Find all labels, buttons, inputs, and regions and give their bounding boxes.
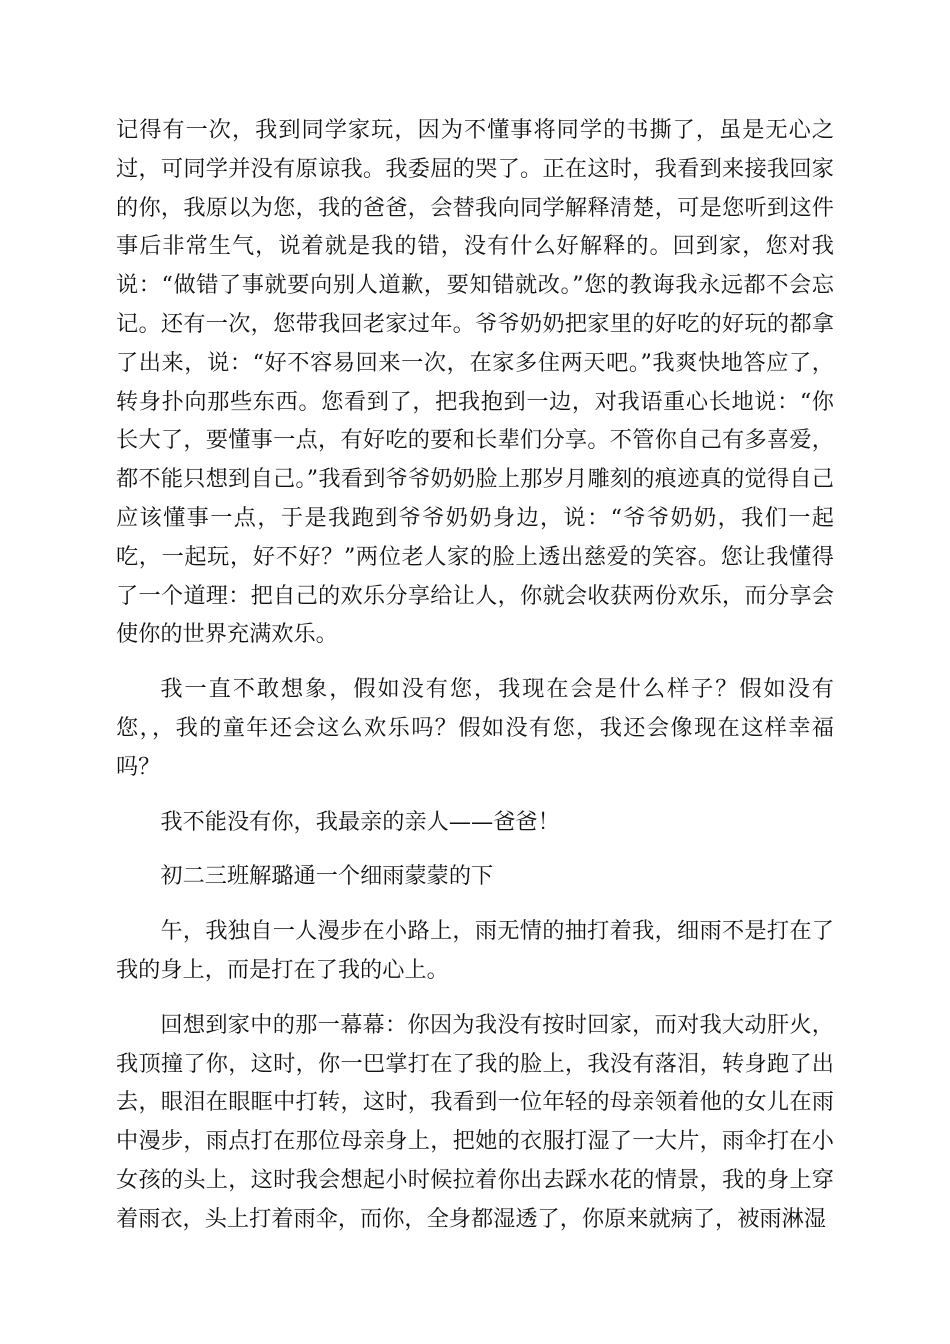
paragraph-6: 回想到家中的那一幕幕：你因为我没有按时回家，而对我大动肝火，我顶撞了你，这时，你一巴掌打在了我的脸上，我没有落泪，转身跑了出去，眼泪在眼眶中打转，这时，我看到一位年轻的母亲领着他的女儿在雨中漫步，雨点打在那位母亲身上，把她的衣服打湿了一大片，雨伞打在小女孩的头上，这时我会想起小时候拉着你出去踩水花的情景，我的身上穿着雨衣，头上打着雨伞，而你，全身都湿透了，你原来就病了，被雨淋湿	[116, 1011, 834, 1232]
paragraph-4: 初二三班解璐通一个细雨蒙蒙的下	[160, 863, 494, 890]
paragraph-2: 我一直不敢想象，假如没有您，我现在会是什么样子？假如没有您，，我的童年还会这么欢乐吗？假如没有您，我还会像现在这样幸福吗？	[116, 676, 834, 780]
document-page	[116, 111, 834, 1255]
paragraph-3: 我不能没有你，我最亲的亲人——爸爸！	[160, 808, 560, 835]
paragraph-5: 午，我独自一人漫步在小路上，雨无情的抽打着我，细雨不是打在了我的身上，而是打在了我的心上。	[116, 918, 834, 983]
paragraph-1: 记得有一次，我到同学家玩，因为不懂事将同学的书撕了，虽是无心之过，可同学并没有原谅我。我委屈的哭了。正在这时，我看到来接我回家的你，我原以为您，我的爸爸，会替我向同学解释清楚，可是您听到这件事后非常生气，说着就是我的错，没有什么好解释的。回到家，您对我说：“做错了事就要向别人道歉，要知错就改。”您的教诲我永远都不会忘记。还有一次，您带我回老家过年。爷爷奶奶把家里的好吃的好玩的都拿了出来，说：“好不容易回来一次，在家多住两天吧。”我爽快地答应了，转身扑向那些东西。您看到了，把我抱到一边，对我语重心长地说：“你长大了，要懂事一点，有好吃的要和长辈们分享。不管你自己有多喜爱，都不能只想到自己。”我看到爷爷奶奶脸上那岁月雕刻的痕迹真的觉得自己应该懂事一点，于是我跑到爷爷奶奶身边，说：“爷爷奶奶，我们一起吃，一起玩，好不好？”两位老人家的脸上透出慈爱的笑容。您让我懂得了一个道理：把自己的欢乐分享给让人，你就会收获两份欢乐，而分享会使你的世界充满欢乐。	[116, 117, 834, 648]
